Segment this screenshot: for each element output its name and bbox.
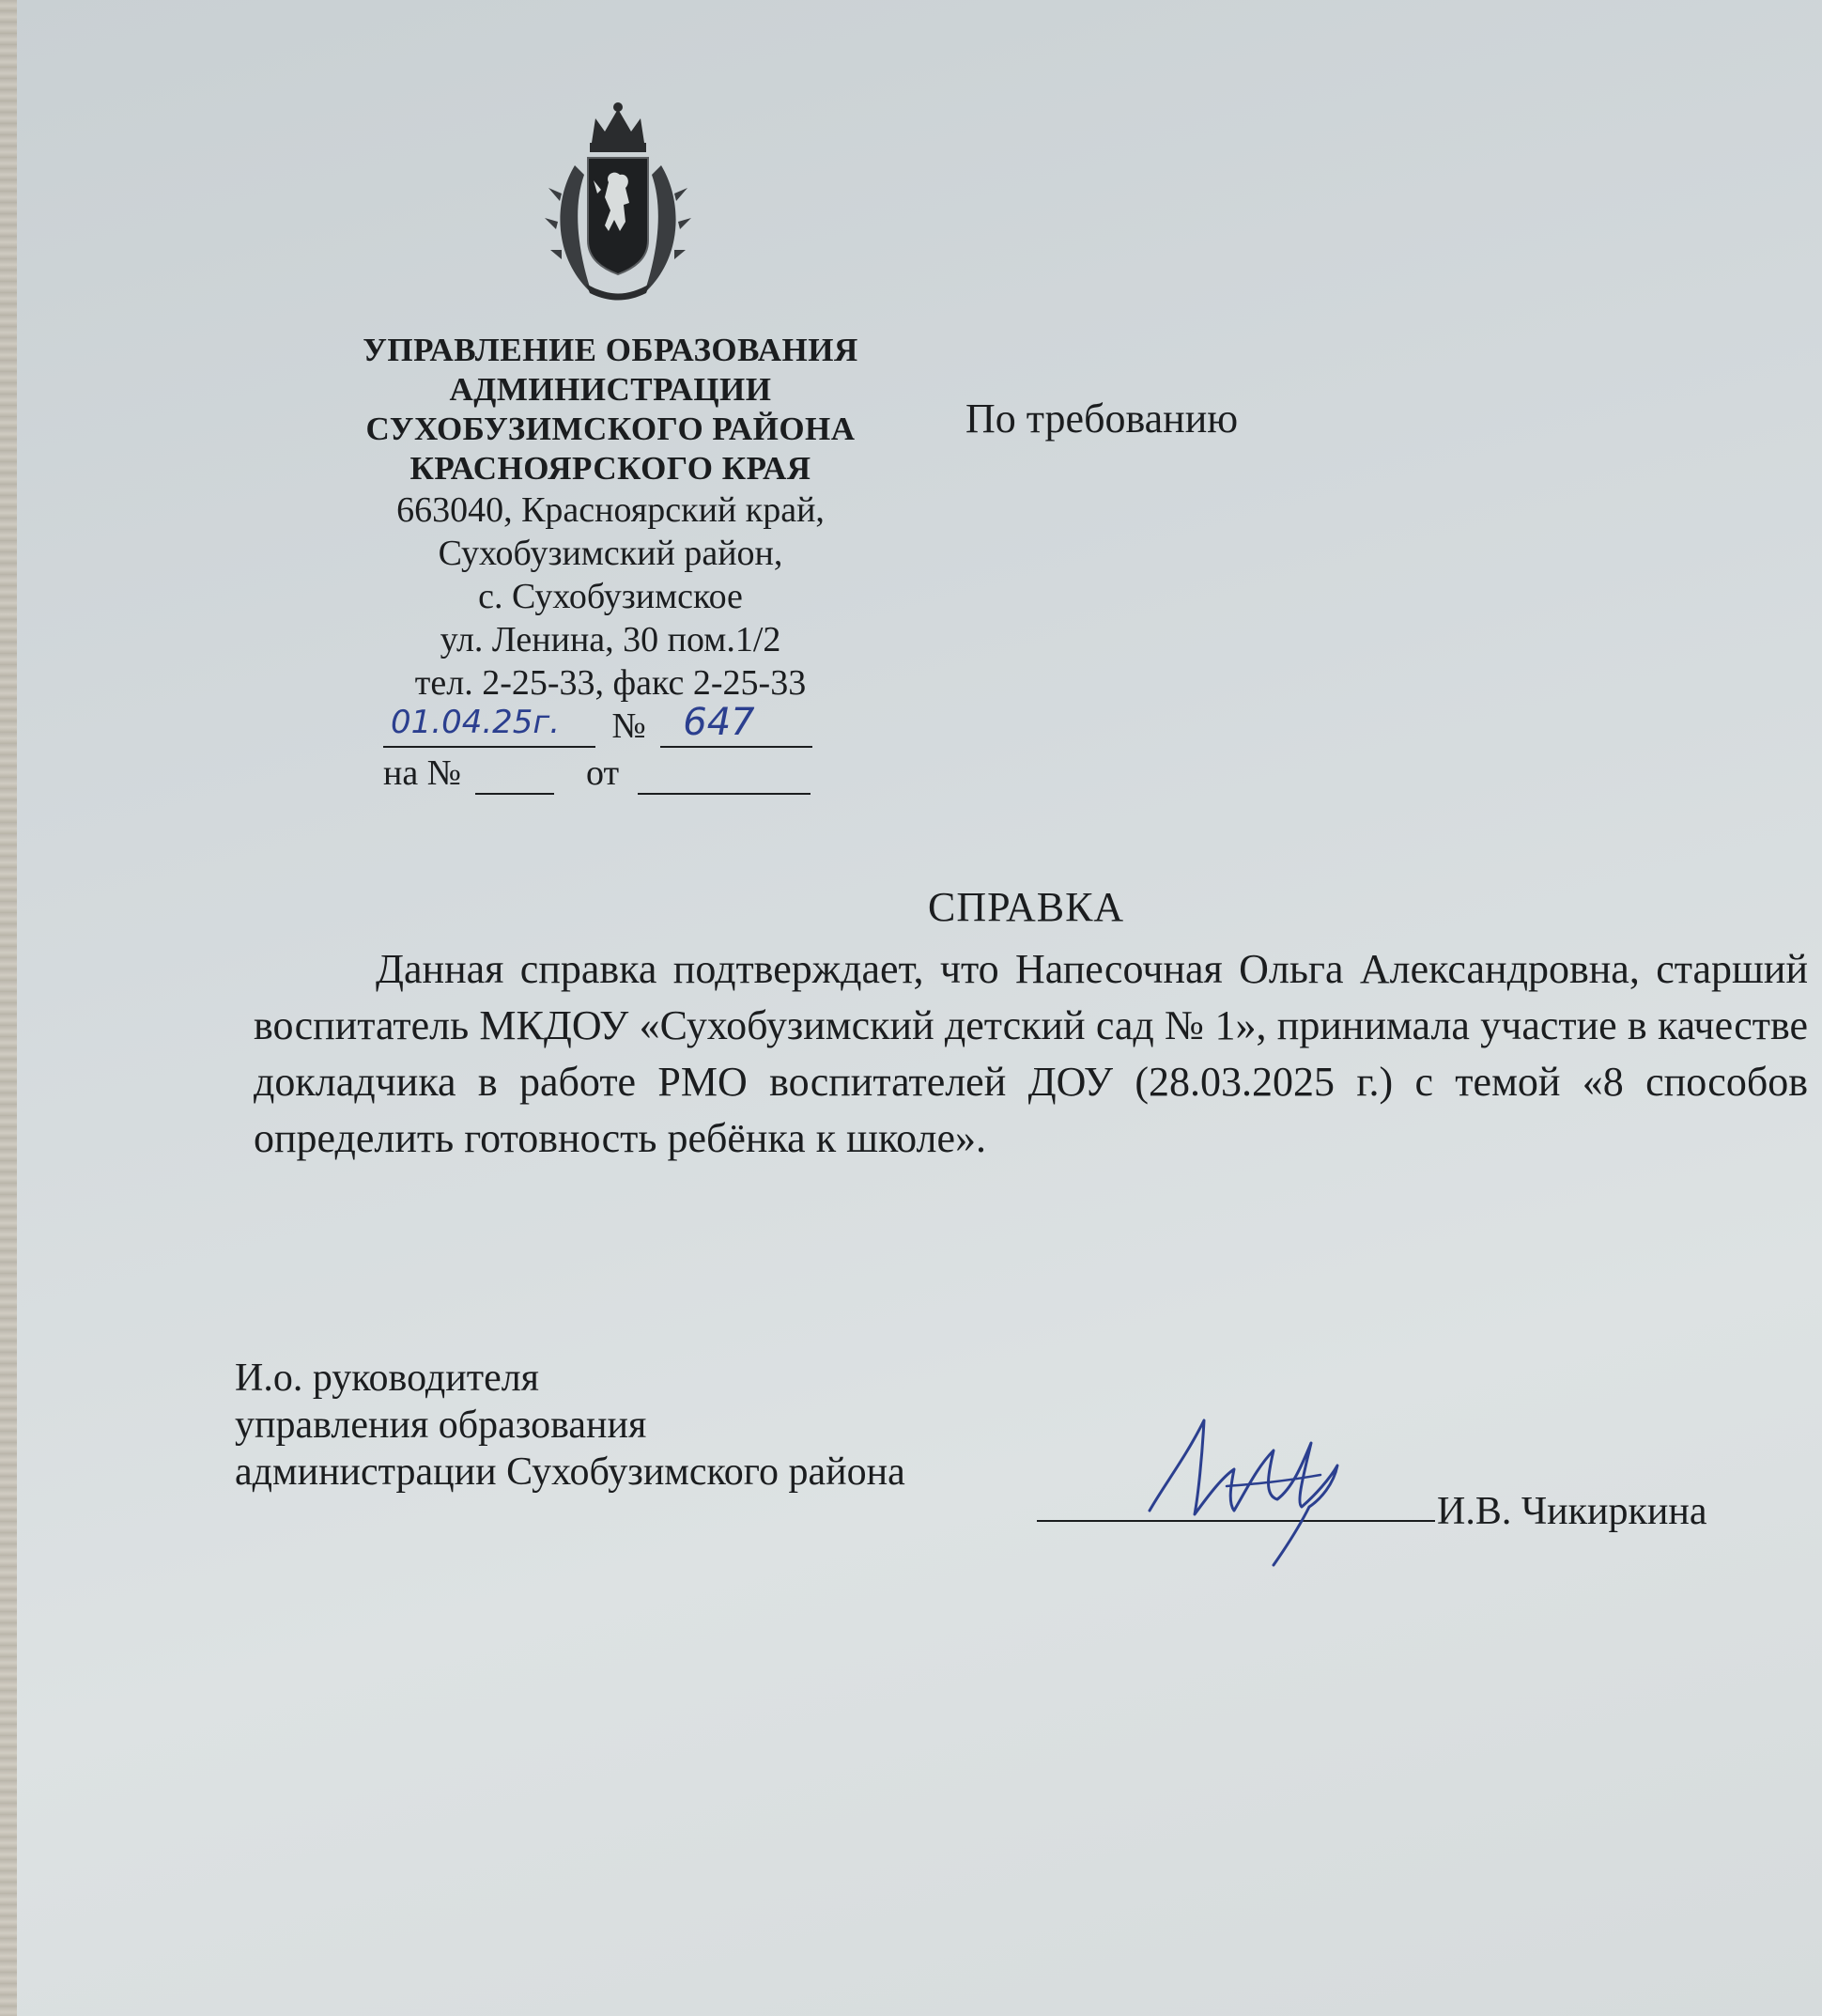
address-line: ул. Ленина, 30 пом.1/2 (440, 620, 781, 659)
signer-position-line: администрации Сухобузимского района (235, 1450, 905, 1494)
signer-position-line: И.о. руководителя (235, 1357, 540, 1400)
reference-date-field (638, 759, 811, 795)
org-name-line: АДМИНИСТРАЦИИ (449, 371, 772, 408)
address-line: 663040, Красноярский край, (396, 490, 825, 530)
coat-of-arms-icon (533, 100, 703, 302)
reference-line (383, 752, 811, 795)
org-name-line: УПРАВЛЕНИЕ ОБРАЗОВАНИЯ (363, 332, 858, 368)
handwritten-signature (1136, 1409, 1352, 1569)
document-title: СПРАВКА (928, 884, 1125, 930)
registration-number: 647 (683, 701, 755, 744)
signer-position-line: управления образования (235, 1403, 647, 1447)
reference-number-label: на № (383, 753, 461, 793)
address-line: Сухобузимский район, (438, 534, 783, 573)
document-body: Данная справка подтверждает, что Напесочная Ольга Александровна, старший воспитатель МКДОУ «Сухобузимский детский сад № 1», принимала участие в качестве докладчика в работе РМО воспитателей ДОУ (28.03.2025 г.) с темой «8 способов определить готовность ребёнка к школе». (254, 946, 1808, 1161)
org-name-line: СУХОБУЗИМСКОГО РАЙОНА (365, 411, 856, 447)
signer-position (235, 1355, 905, 1496)
registration-date: 01.04.25г. (391, 704, 561, 741)
organization-header (357, 331, 864, 705)
registration-date-field (383, 704, 595, 748)
registration-number-field (660, 701, 812, 748)
registration-line (383, 701, 812, 748)
phone-fax-line: тел. 2-25-33, факс 2-25-33 (414, 663, 807, 703)
signer-name: И.В. Чикиркина (1437, 1490, 1707, 1533)
registration-number-label: № (611, 706, 646, 746)
reference-date-label: от (585, 753, 620, 793)
addressee: По требованию (965, 395, 1239, 442)
org-name-line: КРАСНОЯРСКОГО КРАЯ (409, 450, 811, 487)
address-line: с. Сухобузимское (478, 577, 743, 616)
reference-number-field (475, 759, 554, 795)
paper-edge (0, 0, 17, 2016)
